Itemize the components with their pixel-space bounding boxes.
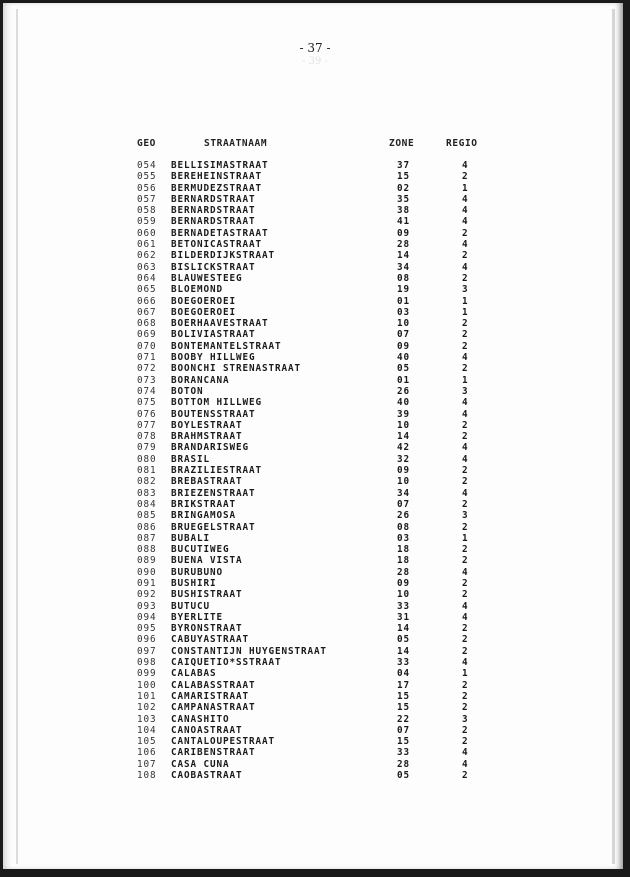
table-row <box>0 375 630 386</box>
geo-code: 072 <box>137 363 157 375</box>
table-row <box>0 228 630 239</box>
geo-code: 093 <box>137 600 157 612</box>
table-row <box>0 205 630 216</box>
regio-value: 4 <box>462 747 469 759</box>
regio-value: 2 <box>462 634 469 646</box>
zone-value: 05 <box>397 363 410 375</box>
table-row <box>0 307 630 318</box>
zone-value: 32 <box>397 453 410 465</box>
geo-code: 077 <box>137 419 157 431</box>
zone-value: 28 <box>397 239 410 251</box>
geo-code: 106 <box>137 747 157 759</box>
geo-code: 083 <box>137 487 157 499</box>
table-row <box>0 397 630 408</box>
zone-value: 26 <box>397 385 410 397</box>
table-row <box>0 409 630 420</box>
street-table <box>0 160 630 781</box>
regio-value: 2 <box>462 318 469 330</box>
header-straatnaam: STRAATNAAM <box>204 138 268 149</box>
regio-value: 2 <box>462 724 469 736</box>
regio-value: 1 <box>462 668 469 680</box>
table-row <box>0 454 630 465</box>
geo-code: 065 <box>137 284 157 296</box>
zone-value: 33 <box>397 600 410 612</box>
street-name: BUTUCU <box>171 600 210 612</box>
regio-value: 4 <box>462 657 469 669</box>
geo-code: 095 <box>137 623 157 635</box>
zone-value: 15 <box>397 702 410 714</box>
geo-code: 074 <box>137 385 157 397</box>
table-row <box>0 770 630 781</box>
geo-code: 067 <box>137 306 157 318</box>
geo-code: 079 <box>137 442 157 454</box>
street-name: CANOASTRAAT <box>171 724 243 736</box>
geo-code: 080 <box>137 453 157 465</box>
zone-value: 34 <box>397 261 410 273</box>
street-name: BOTTOM HILLWEG <box>171 397 262 409</box>
table-row <box>0 262 630 273</box>
zone-value: 15 <box>397 690 410 702</box>
street-name: BLAUWESTEEG <box>171 272 243 284</box>
zone-value: 18 <box>397 544 410 556</box>
table-row <box>0 296 630 307</box>
street-name: BYERLITE <box>171 611 223 623</box>
regio-value: 2 <box>462 521 469 533</box>
regio-value: 4 <box>462 160 469 171</box>
table-row <box>0 612 630 623</box>
zone-value: 17 <box>397 679 410 691</box>
regio-value: 4 <box>462 600 469 612</box>
zone-value: 01 <box>397 374 410 386</box>
regio-value: 2 <box>462 690 469 702</box>
geo-code: 102 <box>137 702 157 714</box>
geo-code: 092 <box>137 589 157 601</box>
regio-value: 2 <box>462 589 469 601</box>
zone-value: 22 <box>397 713 410 725</box>
zone-value: 03 <box>397 306 410 318</box>
regio-value: 2 <box>462 645 469 657</box>
table-row <box>0 318 630 329</box>
street-name: BYRONSTRAAT <box>171 623 243 635</box>
street-name: BERMUDEZSTRAAT <box>171 182 262 194</box>
zone-value: 14 <box>397 645 410 657</box>
zone-value: 38 <box>397 205 410 217</box>
zone-value: 08 <box>397 272 410 284</box>
street-name: BOEGOEROEI <box>171 295 236 307</box>
zone-value: 05 <box>397 770 410 782</box>
regio-value: 2 <box>462 227 469 239</box>
zone-value: 09 <box>397 340 410 352</box>
regio-value: 2 <box>462 465 469 477</box>
regio-value: 4 <box>462 352 469 364</box>
table-row <box>0 160 630 171</box>
table-row <box>0 623 630 634</box>
street-name: CABUYASTRAAT <box>171 634 249 646</box>
zone-value: 28 <box>397 566 410 578</box>
geo-code: 101 <box>137 690 157 702</box>
regio-value: 2 <box>462 679 469 691</box>
regio-value: 3 <box>462 713 469 725</box>
geo-code: 104 <box>137 724 157 736</box>
street-name: BRINGAMOSA <box>171 510 236 522</box>
regio-value: 2 <box>462 329 469 341</box>
zone-value: 02 <box>397 182 410 194</box>
street-name: CAMARISTRAAT <box>171 690 249 702</box>
regio-value: 3 <box>462 284 469 296</box>
table-row <box>0 668 630 679</box>
zone-value: 18 <box>397 555 410 567</box>
table-row <box>0 589 630 600</box>
regio-value: 2 <box>462 623 469 635</box>
geo-code: 070 <box>137 340 157 352</box>
table-row <box>0 736 630 747</box>
regio-value: 2 <box>462 250 469 262</box>
geo-code: 081 <box>137 465 157 477</box>
street-name: BORANCANA <box>171 374 230 386</box>
zone-value: 37 <box>397 160 410 171</box>
table-row <box>0 171 630 182</box>
zone-value: 09 <box>397 577 410 589</box>
zone-value: 05 <box>397 634 410 646</box>
geo-code: 058 <box>137 205 157 217</box>
geo-code: 089 <box>137 555 157 567</box>
street-name: BRANDARISWEG <box>171 442 249 454</box>
regio-value: 2 <box>462 363 469 375</box>
table-row <box>0 725 630 736</box>
street-name: CASA CUNA <box>171 758 230 770</box>
geo-code: 084 <box>137 498 157 510</box>
regio-value: 2 <box>462 171 469 183</box>
table-row <box>0 714 630 725</box>
regio-value: 4 <box>462 239 469 251</box>
table-row <box>0 194 630 205</box>
street-name: BERNARDSTRAAT <box>171 193 256 205</box>
table-row <box>0 216 630 227</box>
geo-code: 078 <box>137 431 157 443</box>
table-row <box>0 544 630 555</box>
table-row <box>0 578 630 589</box>
geo-code: 108 <box>137 770 157 782</box>
geo-code: 099 <box>137 668 157 680</box>
geo-code: 075 <box>137 397 157 409</box>
geo-code: 059 <box>137 216 157 228</box>
regio-value: 4 <box>462 261 469 273</box>
street-name: BILDERDIJKSTRAAT <box>171 250 275 262</box>
zone-value: 34 <box>397 487 410 499</box>
table-row <box>0 555 630 566</box>
zone-value: 10 <box>397 318 410 330</box>
header-regio: REGIO <box>446 138 478 149</box>
header-zone: ZONE <box>389 138 415 149</box>
table-row <box>0 431 630 442</box>
regio-value: 4 <box>462 611 469 623</box>
street-name: BERNARDSTRAAT <box>171 216 256 228</box>
zone-value: 26 <box>397 510 410 522</box>
regio-value: 1 <box>462 182 469 194</box>
regio-value: 1 <box>462 374 469 386</box>
street-name: BURUBUNO <box>171 566 223 578</box>
street-name: BREBASTRAAT <box>171 476 243 488</box>
street-name: CALABASSTRAAT <box>171 679 256 691</box>
geo-code: 096 <box>137 634 157 646</box>
street-name: CAMPANASTRAAT <box>171 702 256 714</box>
zone-value: 40 <box>397 397 410 409</box>
street-name: CONSTANTIJN HUYGENSTRAAT <box>171 645 327 657</box>
street-name: BRUEGELSTRAAT <box>171 521 256 533</box>
geo-code: 055 <box>137 171 157 183</box>
geo-code: 103 <box>137 713 157 725</box>
regio-value: 3 <box>462 385 469 397</box>
street-name: BUBALI <box>171 532 210 544</box>
regio-value: 2 <box>462 431 469 443</box>
geo-code: 097 <box>137 645 157 657</box>
street-name: BERNADETASTRAAT <box>171 227 269 239</box>
table-row <box>0 522 630 533</box>
geo-code: 073 <box>137 374 157 386</box>
table-row <box>0 273 630 284</box>
geo-code: 071 <box>137 352 157 364</box>
regio-value: 4 <box>462 442 469 454</box>
regio-value: 1 <box>462 295 469 307</box>
zone-value: 10 <box>397 476 410 488</box>
street-name: BRIKSTRAAT <box>171 498 236 510</box>
regio-value: 4 <box>462 216 469 228</box>
regio-value: 2 <box>462 272 469 284</box>
geo-code: 061 <box>137 239 157 251</box>
street-name: BOERHAAVESTRAAT <box>171 318 269 330</box>
street-name: CANASHITO <box>171 713 230 725</box>
zone-value: 07 <box>397 724 410 736</box>
geo-code: 086 <box>137 521 157 533</box>
regio-value: 2 <box>462 476 469 488</box>
regio-value: 4 <box>462 487 469 499</box>
table-row <box>0 442 630 453</box>
header-geo: GEO <box>137 138 156 149</box>
geo-code: 066 <box>137 295 157 307</box>
zone-value: 40 <box>397 352 410 364</box>
street-name: BUSHISTRAAT <box>171 589 243 601</box>
table-row <box>0 341 630 352</box>
street-name: CARIBENSTRAAT <box>171 747 256 759</box>
zone-value: 10 <box>397 419 410 431</box>
geo-code: 056 <box>137 182 157 194</box>
zone-value: 15 <box>397 736 410 748</box>
table-row <box>0 284 630 295</box>
street-name: BRAZILIESTRAAT <box>171 465 262 477</box>
street-name: BOOBY HILLWEG <box>171 352 256 364</box>
street-name: BLOEMOND <box>171 284 223 296</box>
table-row <box>0 759 630 770</box>
table-row <box>0 465 630 476</box>
table-row <box>0 634 630 645</box>
regio-value: 1 <box>462 306 469 318</box>
zone-value: 28 <box>397 758 410 770</box>
zone-value: 07 <box>397 329 410 341</box>
regio-value: 2 <box>462 555 469 567</box>
regio-value: 4 <box>462 758 469 770</box>
regio-value: 4 <box>462 453 469 465</box>
street-name: BUCUTIWEG <box>171 544 230 556</box>
zone-value: 07 <box>397 498 410 510</box>
table-row <box>0 747 630 758</box>
bleed-through-page-number: - 39 - <box>302 56 328 67</box>
zone-value: 14 <box>397 431 410 443</box>
street-name: BOLIVIASTRAAT <box>171 329 256 341</box>
regio-value: 2 <box>462 419 469 431</box>
zone-value: 35 <box>397 193 410 205</box>
table-row <box>0 363 630 374</box>
zone-value: 39 <box>397 408 410 420</box>
table-row <box>0 657 630 668</box>
street-name: BETONICASTRAAT <box>171 239 262 251</box>
geo-code: 105 <box>137 736 157 748</box>
regio-value: 3 <box>462 510 469 522</box>
zone-value: 09 <box>397 465 410 477</box>
regio-value: 2 <box>462 770 469 782</box>
geo-code: 107 <box>137 758 157 770</box>
street-name: BISLICKSTRAAT <box>171 261 256 273</box>
geo-code: 094 <box>137 611 157 623</box>
table-row <box>0 250 630 261</box>
street-name: BUSHIRI <box>171 577 217 589</box>
geo-code: 054 <box>137 160 157 171</box>
zone-value: 19 <box>397 284 410 296</box>
table-row <box>0 183 630 194</box>
geo-code: 091 <box>137 577 157 589</box>
street-name: BOONCHI STRENASTRAAT <box>171 363 301 375</box>
street-name: BOYLESTRAAT <box>171 419 243 431</box>
street-name: BONTEMANTELSTRAAT <box>171 340 282 352</box>
zone-value: 08 <box>397 521 410 533</box>
geo-code: 090 <box>137 566 157 578</box>
geo-code: 062 <box>137 250 157 262</box>
street-name: BRAHMSTRAAT <box>171 431 243 443</box>
street-name: BRIEZENSTRAAT <box>171 487 256 499</box>
regio-value: 2 <box>462 702 469 714</box>
regio-value: 4 <box>462 205 469 217</box>
street-name: CALABAS <box>171 668 217 680</box>
regio-value: 4 <box>462 408 469 420</box>
table-row <box>0 476 630 487</box>
street-name: BERNARDSTRAAT <box>171 205 256 217</box>
table-row <box>0 420 630 431</box>
street-name: CANTALOUPESTRAAT <box>171 736 275 748</box>
geo-code: 068 <box>137 318 157 330</box>
street-name: BEREHEINSTRAAT <box>171 171 262 183</box>
table-row <box>0 386 630 397</box>
zone-value: 33 <box>397 657 410 669</box>
zone-value: 10 <box>397 589 410 601</box>
table-row <box>0 533 630 544</box>
geo-code: 082 <box>137 476 157 488</box>
geo-code: 100 <box>137 679 157 691</box>
zone-value: 09 <box>397 227 410 239</box>
street-name: BOEGOEROEI <box>171 306 236 318</box>
table-row <box>0 601 630 612</box>
zone-value: 01 <box>397 295 410 307</box>
page-number: - 37 - <box>299 41 331 55</box>
geo-code: 064 <box>137 272 157 284</box>
geo-code: 069 <box>137 329 157 341</box>
regio-value: 4 <box>462 566 469 578</box>
regio-value: 1 <box>462 532 469 544</box>
geo-code: 087 <box>137 532 157 544</box>
geo-code: 088 <box>137 544 157 556</box>
regio-value: 2 <box>462 736 469 748</box>
table-row <box>0 646 630 657</box>
geo-code: 063 <box>137 261 157 273</box>
zone-value: 33 <box>397 747 410 759</box>
geo-code: 076 <box>137 408 157 420</box>
zone-value: 14 <box>397 250 410 262</box>
zone-value: 31 <box>397 611 410 623</box>
regio-value: 2 <box>462 577 469 589</box>
regio-value: 2 <box>462 544 469 556</box>
regio-value: 4 <box>462 193 469 205</box>
geo-code: 060 <box>137 227 157 239</box>
table-row <box>0 702 630 713</box>
table-row <box>0 352 630 363</box>
table-row <box>0 510 630 521</box>
zone-value: 03 <box>397 532 410 544</box>
street-name: CAIQUETIO*SSTRAAT <box>171 657 282 669</box>
table-row <box>0 329 630 340</box>
geo-code: 098 <box>137 657 157 669</box>
zone-value: 15 <box>397 171 410 183</box>
geo-code: 085 <box>137 510 157 522</box>
regio-value: 2 <box>462 340 469 352</box>
zone-value: 41 <box>397 216 410 228</box>
street-name: CAOBASTRAAT <box>171 770 243 782</box>
street-name: BOUTENSSTRAAT <box>171 408 256 420</box>
zone-value: 14 <box>397 623 410 635</box>
zone-value: 42 <box>397 442 410 454</box>
street-name: BRASIL <box>171 453 210 465</box>
table-row <box>0 499 630 510</box>
regio-value: 4 <box>462 397 469 409</box>
zone-value: 04 <box>397 668 410 680</box>
street-name: BUENA VISTA <box>171 555 243 567</box>
table-row <box>0 239 630 250</box>
street-name: BOTON <box>171 385 204 397</box>
table-row <box>0 691 630 702</box>
street-name: BELLISIMASTRAAT <box>171 160 269 171</box>
regio-value: 2 <box>462 498 469 510</box>
table-row <box>0 680 630 691</box>
table-row <box>0 567 630 578</box>
geo-code: 057 <box>137 193 157 205</box>
table-row <box>0 488 630 499</box>
